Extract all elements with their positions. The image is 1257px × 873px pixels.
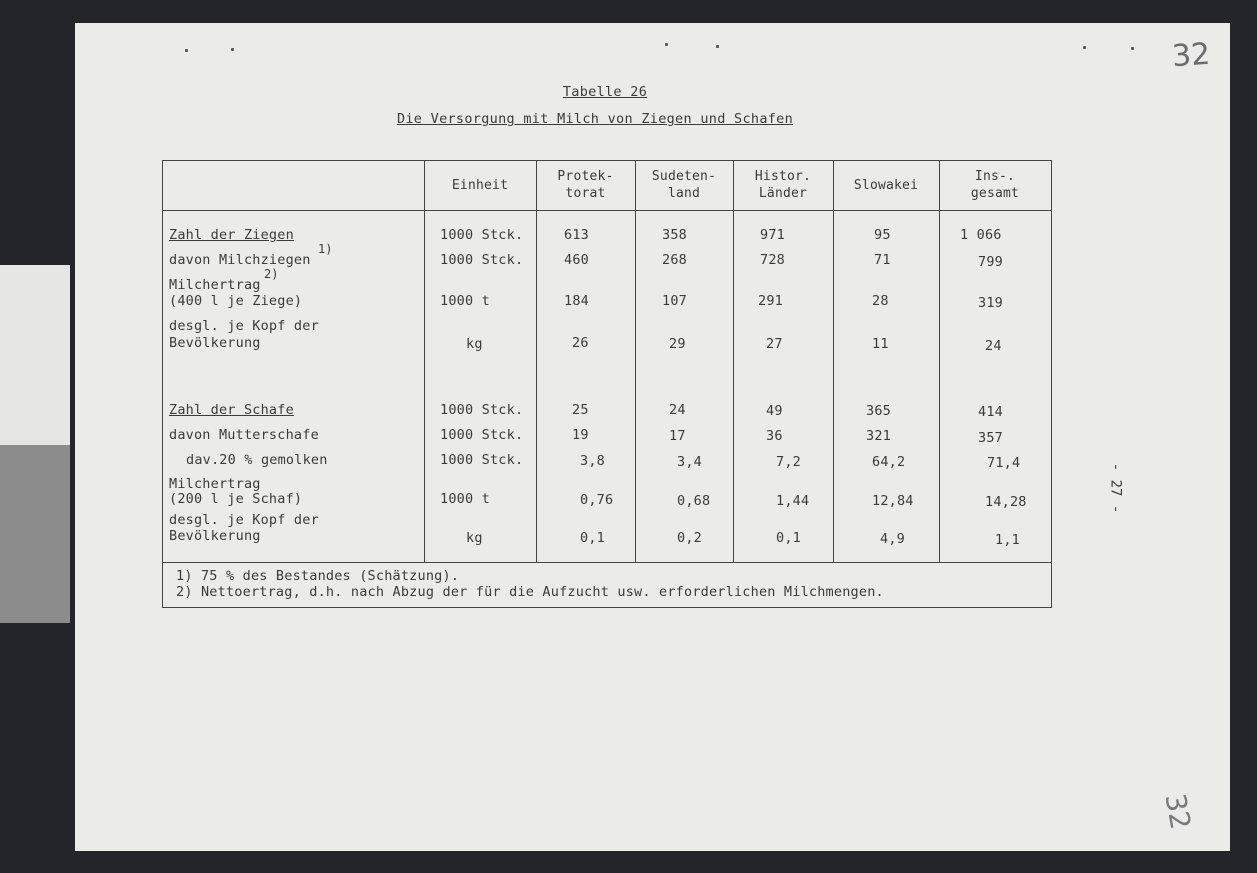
value-cell: 12,84 — [872, 493, 914, 509]
value-cell: 36 — [766, 428, 783, 444]
background-strip-gray — [0, 445, 70, 623]
value-cell: 321 — [866, 428, 891, 444]
value-cell: 71,4 — [987, 455, 1021, 471]
footnote-2: 2) Nettoertrag, d.h. nach Abzug der für die Aufzucht usw. erforderlichen Milchmengen. — [176, 584, 884, 600]
header-protektorat-2: torat — [565, 186, 606, 201]
footnote-ref: 2) — [264, 267, 279, 281]
value-cell: 11 — [872, 336, 889, 352]
value-cell: 4,9 — [880, 531, 905, 547]
value-cell: 107 — [662, 293, 687, 309]
row-label: Milchertrag — [169, 277, 261, 293]
row-label: davon Mutterschafe — [169, 427, 319, 443]
value-cell: 17 — [669, 428, 686, 444]
value-cell: 28 — [872, 293, 889, 309]
unit-cell: kg — [466, 336, 483, 352]
value-cell: 95 — [874, 227, 891, 243]
footnote-ref: 1) — [318, 242, 333, 256]
value-cell: 365 — [866, 403, 891, 419]
row-label: desgl. je Kopf der — [169, 512, 319, 528]
unit-cell: 1000 Stck. — [440, 452, 524, 468]
value-cell: 319 — [978, 295, 1003, 311]
row-label: dav.20 % gemolken — [186, 452, 328, 468]
header-sudetenland-1: Sudeten- — [651, 169, 717, 184]
value-cell: 799 — [978, 254, 1003, 270]
value-cell: 1,1 — [995, 532, 1020, 548]
side-page-label: - 27 - — [1107, 462, 1124, 514]
value-cell: 291 — [758, 293, 783, 309]
row-label: Bevölkerung — [169, 335, 261, 351]
value-cell: 728 — [760, 252, 785, 268]
unit-cell: 1000 Stck. — [440, 427, 524, 443]
value-cell: 14,28 — [985, 494, 1027, 510]
header-insgesamt-1: Ins-. — [974, 169, 1016, 184]
footnote-1: 1) 75 % des Bestandes (Schätzung). — [176, 568, 460, 584]
handwritten-page-number: 32 — [1170, 36, 1212, 75]
value-cell: 358 — [662, 227, 687, 243]
row-label: Bevölkerung — [169, 528, 261, 544]
value-cell: 357 — [978, 430, 1003, 446]
value-cell: 3,8 — [580, 453, 605, 469]
row-label: Milchertrag — [169, 476, 261, 492]
row-label: (200 l je Schaf) — [169, 491, 303, 507]
dust-speck — [231, 48, 234, 51]
table-title: Tabelle 26 — [562, 84, 648, 100]
rotated-page-number: 32 — [1158, 791, 1198, 832]
value-cell: 7,2 — [776, 454, 801, 470]
header-histor-2: Länder — [758, 186, 808, 201]
value-cell: 0,2 — [677, 530, 702, 546]
value-cell: 64,2 — [872, 454, 906, 470]
header-insgesamt-2: gesamt — [970, 186, 1020, 201]
value-cell: 19 — [572, 427, 589, 443]
header-protektorat-1: Protek- — [557, 169, 614, 184]
value-cell: 0,76 — [580, 492, 614, 508]
dust-speck — [185, 49, 188, 52]
table-subtitle: Die Versorgung mit Milch von Ziegen und Schafen — [396, 111, 794, 127]
row-label: desgl. je Kopf der — [169, 318, 319, 334]
value-cell: 27 — [766, 336, 783, 352]
dust-speck — [716, 45, 719, 48]
header-histor-1: Histor. — [754, 169, 812, 184]
row-label: davon Milchziegen — [169, 252, 311, 268]
value-cell: 71 — [874, 252, 891, 268]
value-cell: 268 — [662, 252, 687, 268]
row-label: (400 l je Ziege) — [169, 293, 303, 309]
value-cell: 0,68 — [677, 493, 711, 509]
row-label: Zahl der Ziegen — [169, 227, 294, 243]
unit-cell: kg — [466, 530, 483, 546]
dust-speck — [665, 43, 668, 46]
value-cell: 24 — [669, 402, 686, 418]
value-cell: 971 — [760, 227, 785, 243]
value-cell: 26 — [572, 335, 589, 351]
dust-speck — [1131, 47, 1134, 50]
background-strip — [0, 265, 70, 445]
row-label: Zahl der Schafe — [169, 402, 294, 418]
value-cell: 29 — [669, 336, 686, 352]
value-cell: 1 066 — [960, 227, 1002, 243]
unit-cell: 1000 Stck. — [440, 252, 524, 268]
value-cell: 184 — [564, 293, 589, 309]
value-cell: 0,1 — [580, 530, 605, 546]
value-cell: 25 — [572, 402, 589, 418]
value-cell: 613 — [564, 227, 589, 243]
unit-cell: 1000 Stck. — [440, 227, 524, 243]
value-cell: 1,44 — [776, 493, 810, 509]
value-cell: 3,4 — [677, 454, 702, 470]
value-cell: 24 — [985, 338, 1002, 354]
unit-cell: 1000 Stck. — [440, 402, 524, 418]
value-cell: 49 — [766, 403, 783, 419]
unit-cell: 1000 t — [440, 293, 490, 309]
dust-speck — [1083, 46, 1086, 49]
value-cell: 414 — [978, 404, 1003, 420]
value-cell: 460 — [564, 252, 589, 268]
header-sudetenland-2: land — [667, 186, 701, 201]
header-slowakei: Slowakei — [853, 178, 919, 193]
value-cell: 0,1 — [776, 530, 801, 546]
unit-cell: 1000 t — [440, 491, 490, 507]
header-unit: Einheit — [451, 178, 509, 193]
